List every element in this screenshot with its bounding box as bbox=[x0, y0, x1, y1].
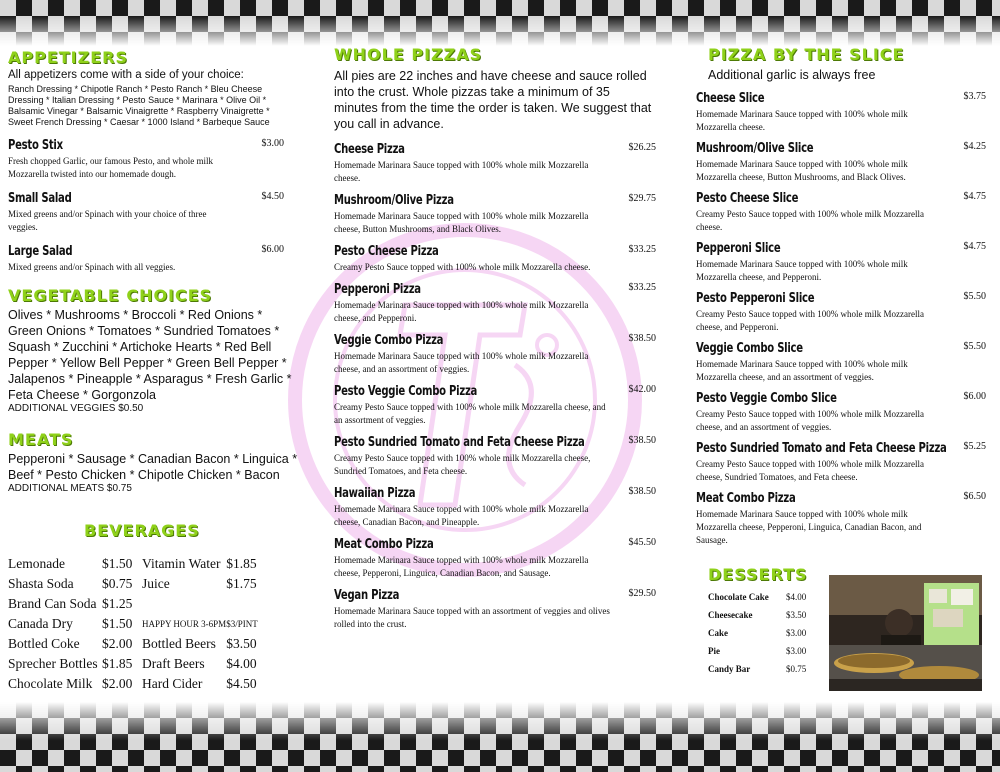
item-description: Homemade Marinara Sauce topped with 100% whole milk Mozzarella cheese, Button Mushrooms, and Black Olives. bbox=[334, 211, 589, 234]
dessert-price: $3.00 bbox=[786, 628, 807, 638]
meats-title: MEATS bbox=[8, 430, 74, 449]
item-description: Creamy Pesto Sauce topped with 100% whole milk Mozzarella cheese, and an assortment of veggies. bbox=[696, 409, 924, 432]
checkered-border-top bbox=[0, 0, 1000, 46]
item-price: $38.50 bbox=[628, 333, 656, 344]
whole-pizzas-title: WHOLE PIZZAS bbox=[334, 45, 483, 64]
desserts-table bbox=[708, 588, 806, 678]
dessert-price: $3.00 bbox=[786, 646, 807, 656]
item-name: Large Salad bbox=[8, 244, 73, 259]
item-name: Pesto Stix bbox=[8, 138, 63, 153]
item-name: Pesto Sundried Tomato and Feta Cheese Pizza bbox=[696, 441, 947, 456]
dessert-row bbox=[708, 624, 806, 642]
item-name: Cheese Pizza bbox=[334, 142, 405, 157]
beverage-row bbox=[8, 614, 258, 634]
beverage-price: $1.85 bbox=[102, 656, 133, 671]
by-slice-title: PIZZA BY THE SLICE bbox=[708, 45, 905, 64]
item-name: Meat Combo Pizza bbox=[696, 491, 796, 506]
item-price: $5.50 bbox=[963, 291, 986, 302]
item-description: Homemade Marinara Sauce topped with 100% whole milk Mozzarella cheese, Button Mushrooms, and Black Olives. bbox=[696, 159, 908, 182]
item-description: Homemade Marinara Sauce topped with 100% whole milk Mozzarella cheese, and Pepperoni. bbox=[696, 259, 908, 282]
item-description: Creamy Pesto Sauce topped with 100% whole milk Mozzarella cheese, and an assortment of veggies. bbox=[334, 402, 606, 425]
item-price: $4.25 bbox=[963, 141, 986, 152]
dessert-price: $3.50 bbox=[786, 610, 807, 620]
beverage-price: $1.75 bbox=[226, 576, 257, 591]
menu-item bbox=[334, 588, 656, 631]
beverage-name: Shasta Soda bbox=[8, 576, 74, 591]
meats-additional: ADDITIONAL MEATS $0.75 bbox=[8, 483, 132, 494]
item-description: Homemade Marinara Sauce topped with an assortment of veggies and olives rolled into the crust. bbox=[334, 606, 610, 629]
beverage-price: $4.50 bbox=[226, 676, 257, 691]
item-description: Fresh chopped Garlic, our famous Pesto, and whole milk Mozzarella twisted into our homemade dough. bbox=[8, 156, 213, 179]
item-name: Small Salad bbox=[8, 191, 72, 206]
meats-list: Pepperoni * Sausage * Canadian Bacon * Linguica * Beef * Pesto Chicken * Chipotle Chicken * Bacon bbox=[8, 452, 298, 482]
slice-list bbox=[696, 91, 986, 547]
menu-item bbox=[334, 333, 656, 376]
middle-column bbox=[334, 45, 659, 631]
beverage-price: $1.25 bbox=[102, 596, 133, 611]
restaurant-counter-photo bbox=[829, 575, 982, 691]
beverage-row bbox=[8, 674, 258, 694]
item-name: Meat Combo Pizza bbox=[334, 537, 434, 552]
beverage-price bbox=[226, 594, 258, 614]
item-price: $29.75 bbox=[628, 193, 656, 204]
item-name: Cheese Slice bbox=[696, 91, 765, 106]
beverages-title: BEVERAGES bbox=[84, 521, 200, 540]
menu-item bbox=[334, 435, 656, 478]
appetizers-intro: All appetizers come with a side of your choice: bbox=[8, 69, 244, 81]
menu-item bbox=[334, 282, 656, 325]
item-price: $4.75 bbox=[963, 191, 986, 202]
appetizers-sides: Ranch Dressing * Chipotle Ranch * Pesto Ranch * Bleu Cheese Dressing * Italian Dressing * Pesto Sauce * Marinara * Olive Oil * Balsamic Vinegar * Balsamic Vinaigrette * Raspberry Vinaigrette * Sweet French Dressing * Caesar * 1000 Island * Barbeque Sauce bbox=[8, 84, 270, 127]
item-description: Homemade Marinara Sauce topped with 100% whole milk Mozzarella cheese, and an assortment of veggies. bbox=[334, 351, 589, 374]
menu-item bbox=[696, 391, 986, 434]
item-name: Pepperoni Slice bbox=[696, 241, 781, 256]
item-price: $5.25 bbox=[963, 441, 986, 452]
item-description: Homemade Marinara Sauce topped with 100% whole milk Mozzarella cheese, Pepperoni, Linguica, Canadian Bacon, and Sausage. bbox=[334, 555, 589, 578]
item-name: Pesto Pepperoni Slice bbox=[696, 291, 815, 306]
dessert-name: Chocolate Cake bbox=[708, 592, 769, 602]
item-price: $6.50 bbox=[963, 491, 986, 502]
beverage-name: Chocolate Milk bbox=[8, 676, 93, 691]
item-description: Homemade Marinara Sauce topped with 100% whole milk Mozzarella cheese. bbox=[334, 160, 589, 183]
item-price: $4.75 bbox=[963, 241, 986, 252]
item-price: $38.50 bbox=[628, 486, 656, 497]
item-name: Veggie Combo Pizza bbox=[334, 333, 444, 348]
beverage-price: $0.75 bbox=[102, 576, 133, 591]
beverage-name: Bottled Coke bbox=[8, 636, 80, 651]
item-description: Homemade Marinara Sauce topped with 100% whole milk Mozzarella cheese, and an assortment of veggies. bbox=[696, 359, 908, 382]
vegetables-list: Olives * Mushrooms * Broccoli * Red Onions * Green Onions * Tomatoes * Sundried Tomatoes * Squash * Zucchini * Artichoke Hearts * Red Bell Pepper * Yellow Bell Pepper * Green Bell Pepper * Jalapenos * Pineapple * Asparagus * Fresh Garlic * Feta Cheese * Gorgonzola bbox=[8, 308, 292, 402]
menu-item bbox=[334, 537, 656, 580]
vegetables-additional: ADDITIONAL VEGGIES $0.50 bbox=[8, 403, 144, 414]
menu-item bbox=[696, 141, 986, 184]
beverage-name: Sprecher Bottles bbox=[8, 656, 98, 671]
dessert-row bbox=[708, 642, 806, 660]
item-name: Vegan Pizza bbox=[334, 588, 400, 603]
item-price: $38.50 bbox=[628, 435, 656, 446]
item-name: Mushroom/Olive Slice bbox=[696, 141, 814, 156]
beverage-name: Canada Dry bbox=[8, 616, 73, 631]
beverage-name: Draft Beers bbox=[142, 656, 205, 671]
menu-item bbox=[8, 191, 284, 234]
item-name: Pesto Cheese Slice bbox=[696, 191, 799, 206]
appetizer-list bbox=[8, 138, 284, 274]
menu-item bbox=[334, 142, 656, 185]
item-description: Homemade Marinara Sauce topped with 100% whole milk Mozzarella cheese, Pepperoni, Linguica, Canadian Bacon, and Sausage. bbox=[696, 509, 922, 545]
item-description: Creamy Pesto Sauce topped with 100% whole milk Mozzarella cheese, Sundried Tomatoes, and Feta cheese. bbox=[696, 459, 924, 482]
dessert-name: Cheesecake bbox=[708, 610, 753, 620]
beverage-price: $4.00 bbox=[226, 656, 257, 671]
item-name: Hawaiian Pizza bbox=[334, 486, 416, 501]
desserts-title: DESSERTS bbox=[708, 565, 808, 584]
beverage-price: $2.00 bbox=[102, 676, 133, 691]
item-description: Homemade Marinara Sauce topped with 100% whole milk Mozzarella cheese, Canadian Bacon, and Pineapple. bbox=[334, 504, 589, 527]
whole-pizza-list bbox=[334, 142, 656, 631]
item-price: $33.25 bbox=[628, 244, 656, 255]
menu-item bbox=[696, 241, 986, 284]
item-price: $45.50 bbox=[628, 537, 656, 548]
beverage-name bbox=[142, 594, 226, 614]
beverage-name: Lemonade bbox=[8, 556, 65, 571]
item-description: Homemade Marinara Sauce topped with 100% whole milk Mozzarella cheese, and Pepperoni. bbox=[334, 300, 589, 323]
dessert-price: $0.75 bbox=[786, 664, 807, 674]
by-slice-intro: Additional garlic is always free bbox=[708, 68, 876, 82]
dessert-price: $4.00 bbox=[786, 592, 807, 602]
beverage-row bbox=[8, 574, 258, 594]
beverage-price: $1.50 bbox=[102, 616, 133, 631]
beverage-price: $3.50 bbox=[226, 636, 257, 651]
item-description: Mixed greens and/or Spinach with your choice of three veggies. bbox=[8, 209, 207, 232]
menu-item bbox=[696, 91, 986, 134]
item-price: $29.50 bbox=[628, 588, 656, 599]
menu-item bbox=[334, 244, 656, 274]
dessert-name: Pie bbox=[708, 646, 720, 656]
beverage-price: $1.50 bbox=[102, 556, 133, 571]
item-price: $3.75 bbox=[963, 91, 986, 102]
beverage-name: Juice bbox=[142, 576, 170, 591]
item-name: Pesto Veggie Combo Slice bbox=[696, 391, 837, 406]
beverages-table bbox=[8, 554, 258, 694]
beverage-name: Vitamin Water bbox=[142, 556, 221, 571]
beverage-price: $1.85 bbox=[226, 556, 257, 571]
checkered-border-bottom bbox=[0, 702, 1000, 772]
item-description: Creamy Pesto Sauce topped with 100% whole milk Mozzarella cheese. bbox=[696, 209, 924, 232]
item-name: Pesto Cheese Pizza bbox=[334, 244, 439, 259]
item-price: $3.00 bbox=[261, 138, 284, 149]
beverage-row bbox=[8, 654, 258, 674]
dessert-name: Candy Bar bbox=[708, 664, 751, 674]
beverage-row bbox=[8, 554, 258, 574]
item-price: $6.00 bbox=[963, 391, 986, 402]
menu-item bbox=[334, 193, 656, 236]
item-name: Pesto Veggie Combo Pizza bbox=[334, 384, 478, 399]
menu-item bbox=[8, 138, 284, 181]
beverage-name: HAPPY HOUR 3-6PM bbox=[142, 619, 227, 629]
beverage-name: Bottled Beers bbox=[142, 636, 216, 651]
item-name: Pesto Sundried Tomato and Feta Cheese Pizza bbox=[334, 435, 585, 450]
beverage-name: Brand Can Soda bbox=[8, 596, 97, 611]
beverage-name: Hard Cider bbox=[142, 676, 203, 691]
item-name: Mushroom/Olive Pizza bbox=[334, 193, 454, 208]
item-description: Creamy Pesto Sauce topped with 100% whole milk Mozzarella cheese, Sundried Tomatoes, and Feta cheese. bbox=[334, 453, 591, 476]
menu-item bbox=[696, 341, 986, 384]
item-name: Veggie Combo Slice bbox=[696, 341, 803, 356]
menu-item bbox=[696, 291, 986, 334]
dessert-row bbox=[708, 588, 806, 606]
item-price: $42.00 bbox=[628, 384, 656, 395]
dessert-row bbox=[708, 606, 806, 624]
appetizers-title: APPETIZERS bbox=[8, 48, 129, 67]
item-price: $6.00 bbox=[261, 244, 284, 255]
menu-item bbox=[8, 244, 284, 274]
item-price: $33.25 bbox=[628, 282, 656, 293]
item-price: $26.25 bbox=[628, 142, 656, 153]
item-description: Mixed greens and/or Spinach with all veggies. bbox=[8, 262, 176, 272]
beverage-row bbox=[8, 634, 258, 654]
item-description: Homemade Marinara Sauce topped with 100% whole milk Mozzarella cheese. bbox=[696, 109, 908, 132]
item-description: Creamy Pesto Sauce topped with 100% whole milk Mozzarella cheese. bbox=[334, 262, 591, 272]
dessert-row bbox=[708, 660, 806, 678]
beverage-row bbox=[8, 594, 258, 614]
menu-item bbox=[334, 486, 656, 529]
item-name: Pepperoni Pizza bbox=[334, 282, 421, 297]
beverage-price: $3/PINT bbox=[226, 619, 258, 629]
vegetables-title: VEGETABLE CHOICES bbox=[8, 286, 213, 305]
item-price: $5.50 bbox=[963, 341, 986, 352]
beverage-price: $2.00 bbox=[102, 636, 133, 651]
item-description: Creamy Pesto Sauce topped with 100% whole milk Mozzarella cheese, and Pepperoni. bbox=[696, 309, 924, 332]
menu-item bbox=[696, 491, 986, 547]
item-price: $4.50 bbox=[261, 191, 284, 202]
menu-item bbox=[696, 191, 986, 234]
left-column bbox=[8, 48, 298, 694]
menu-item bbox=[696, 441, 986, 484]
menu-item bbox=[334, 384, 656, 427]
dessert-name: Cake bbox=[708, 628, 728, 638]
whole-pizzas-intro: All pies are 22 inches and have cheese and sauce rolled into the crust. Whole pizzas take a minimum of 35 minutes from the time the order is taken. We suggest that you call in advance. bbox=[334, 69, 652, 131]
